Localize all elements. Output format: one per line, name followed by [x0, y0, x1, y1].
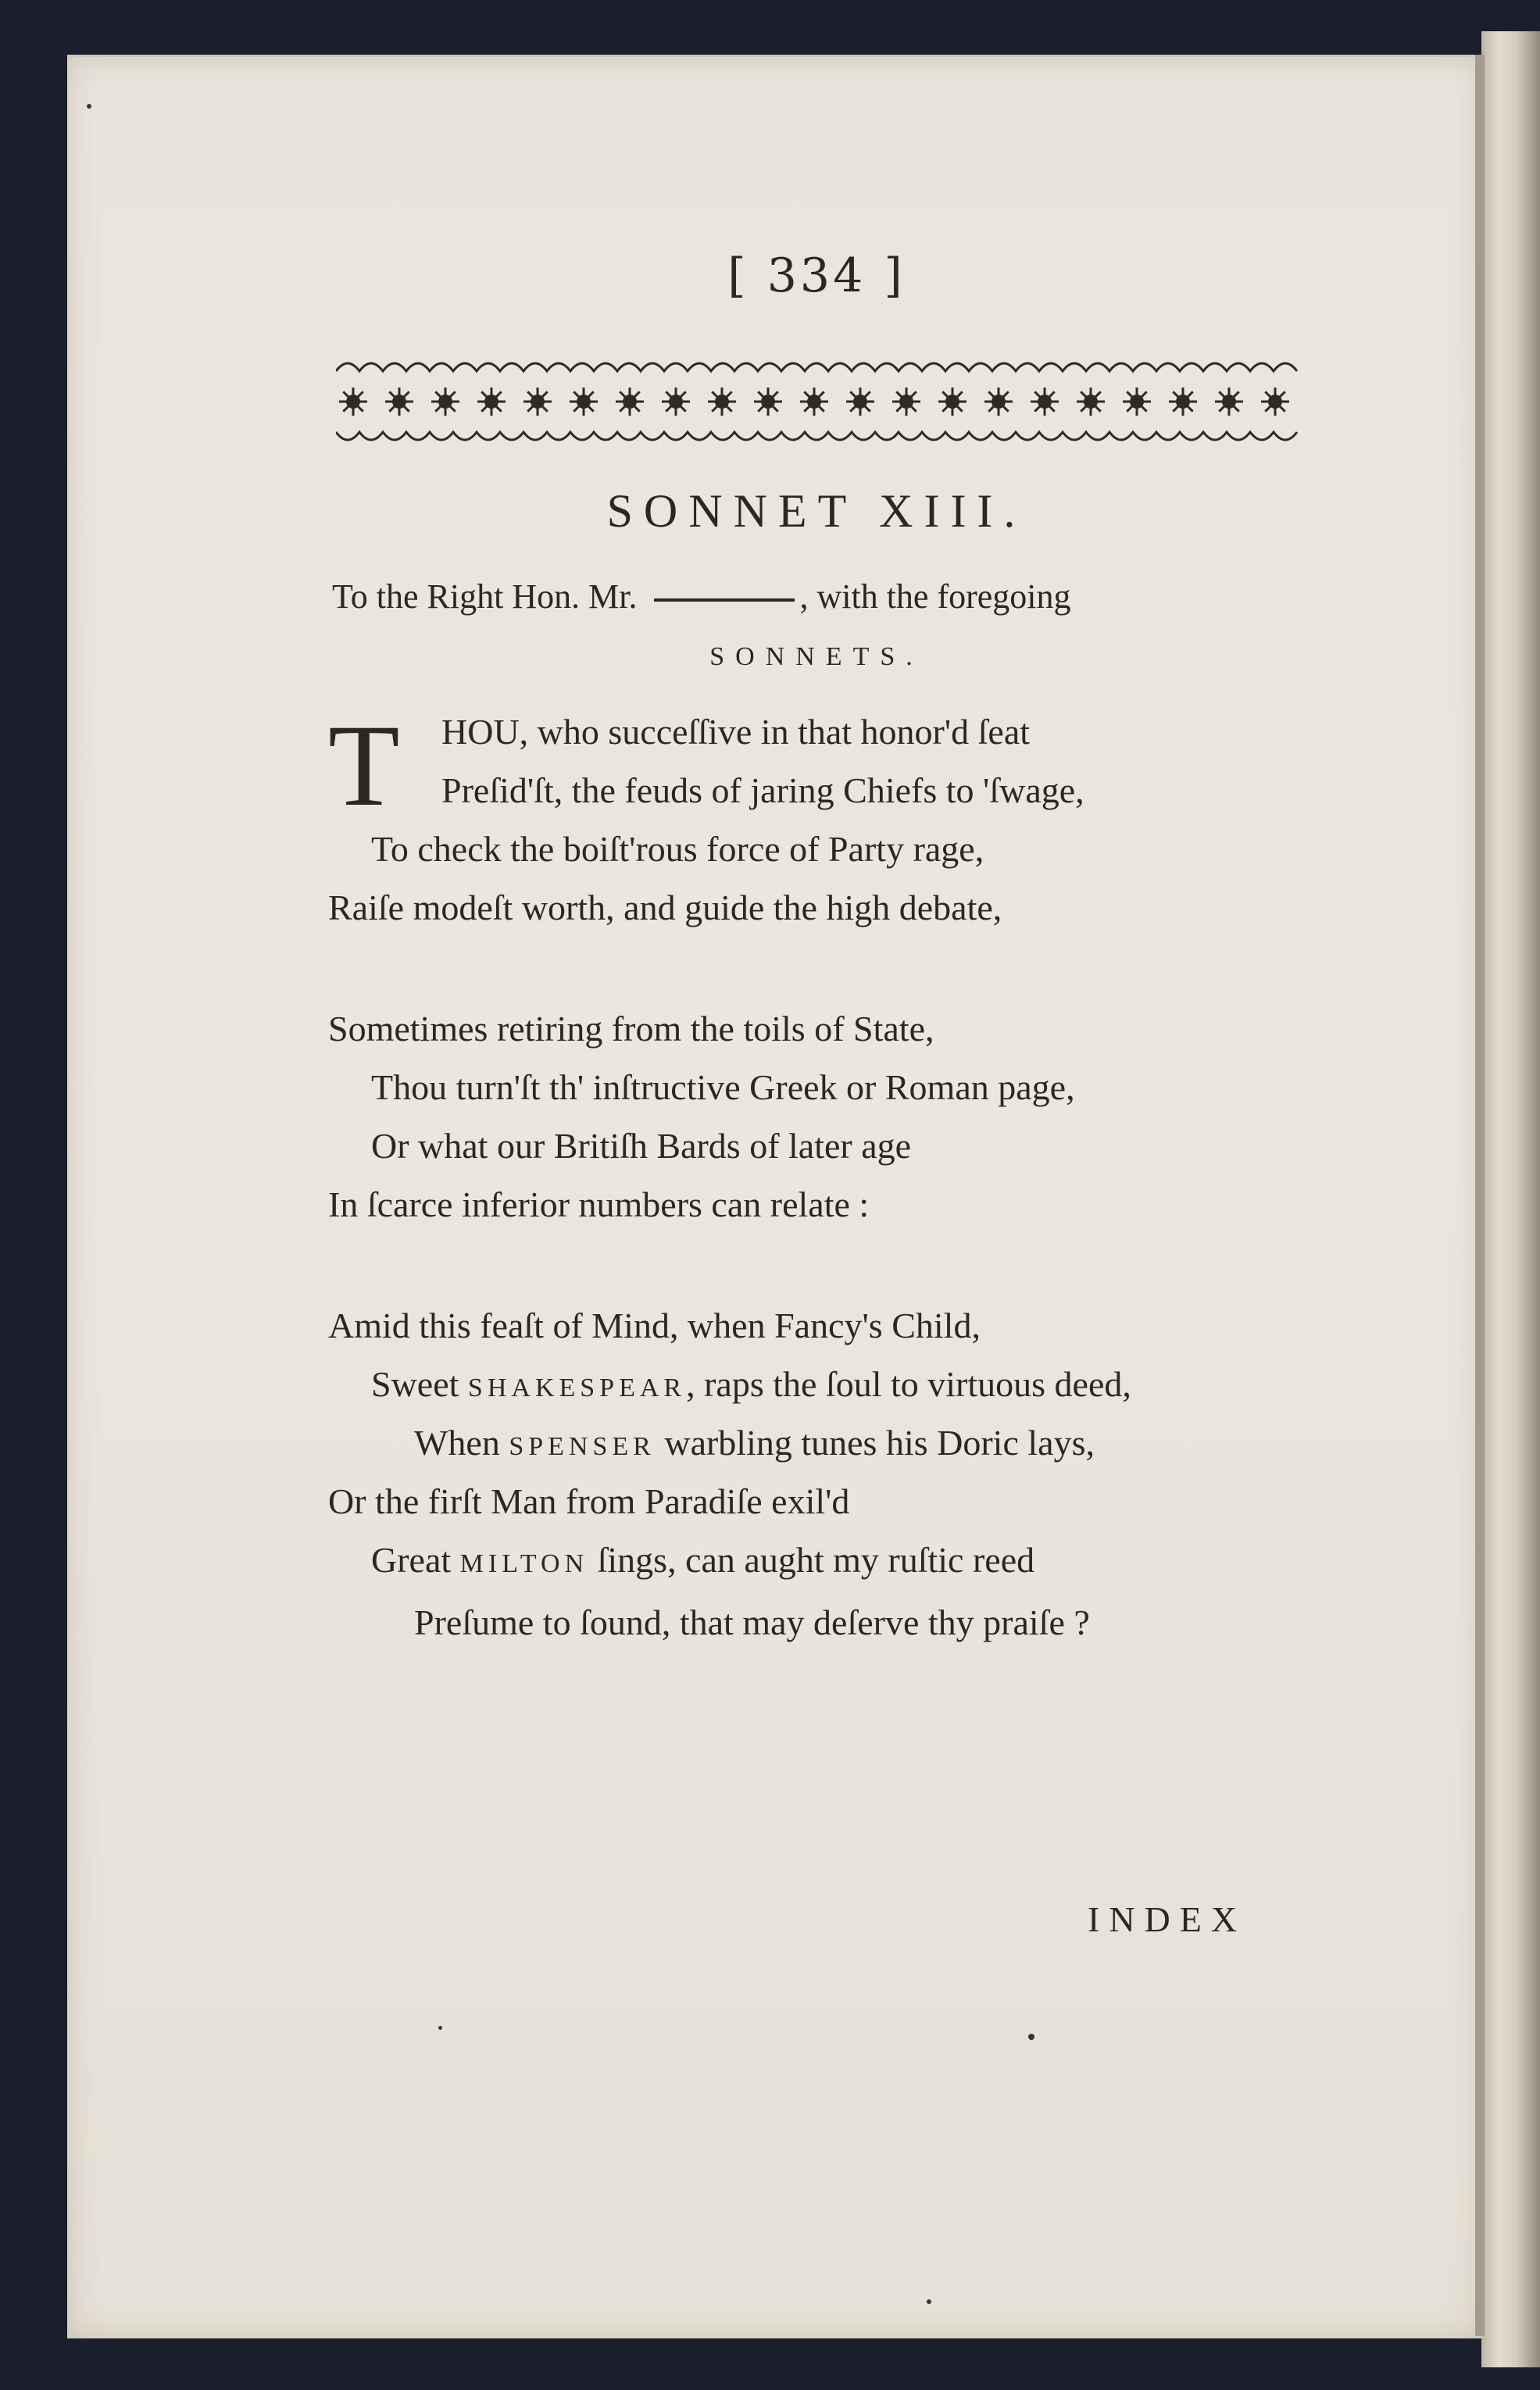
poem-line	[371, 1539, 1034, 1581]
name-milton: MILTON	[459, 1549, 589, 1578]
line-prefix: When	[414, 1423, 509, 1463]
name-shakespear: SHAKESPEAR	[467, 1374, 687, 1402]
line-suffix: ſings, can aught my ruſtic reed	[588, 1540, 1035, 1580]
drop-cap: T	[328, 701, 400, 831]
ornament-top-row	[336, 363, 1297, 371]
poem-line: Amid this feaſt of Mind, when Fancy's Child,	[328, 1306, 981, 1345]
name-spenser: SPENSER	[509, 1432, 656, 1461]
poem-line: Or what our Britiſh Bards of later age	[371, 1126, 912, 1166]
poem-line: Preſume to ſound, that may deſerve thy praiſe ?	[414, 1602, 1090, 1642]
poem-line: HOU, who succeſſive in that honor'd ſeat	[441, 712, 1031, 752]
line-prefix: Great	[371, 1540, 460, 1580]
line-suffix: , raps the ſoul to virtuous deed,	[686, 1364, 1131, 1404]
poem-line: Thou turn'ſt th' inſtructive Greek or Roman page,	[371, 1067, 1075, 1107]
poem-line: Or the firſt Man from Paradiſe exil'd	[328, 1481, 850, 1521]
sonnet-title: SONNET XIII.	[606, 485, 1027, 537]
name-dash	[654, 598, 795, 602]
dedication-start: To the Right Hon. Mr.	[332, 577, 638, 616]
poem-line	[371, 1363, 1131, 1405]
paper-speck	[438, 2026, 442, 2030]
dedication-subtitle: SONNETS.	[709, 642, 924, 671]
paper-speck	[87, 104, 91, 109]
poem-line: Sometimes retiring from the toils of State,	[328, 1009, 934, 1049]
poem-line	[414, 1422, 1095, 1463]
line-suffix: warbling tunes his Doric lays,	[655, 1423, 1095, 1463]
line-prefix: Sweet	[371, 1364, 468, 1404]
catchword: INDEX	[1088, 1899, 1247, 1939]
ornament-bottom-row	[336, 432, 1297, 440]
dedication-end: , with the foregoing	[799, 577, 1071, 616]
page-number: [ 334 ]	[727, 248, 906, 303]
poem-line: In ſcarce inferior numbers can relate :	[328, 1184, 870, 1224]
paper-speck	[1028, 2034, 1034, 2040]
dedication-line	[332, 577, 1309, 616]
poem-line: Preſid'ſt, the feuds of jaring Chiefs to 'ſwage,	[441, 770, 1084, 810]
poem-line: To check the boiſt'rous force of Party rage,	[371, 829, 984, 869]
paper-speck	[927, 2299, 931, 2304]
page-block-edge	[1481, 31, 1540, 2367]
ornament-star-row	[339, 388, 1289, 416]
page-fold	[1475, 55, 1485, 2336]
poem-line: Raiſe modeſt worth, and guide the high debate,	[328, 888, 1002, 927]
decorative-ornament-band	[336, 348, 1305, 453]
